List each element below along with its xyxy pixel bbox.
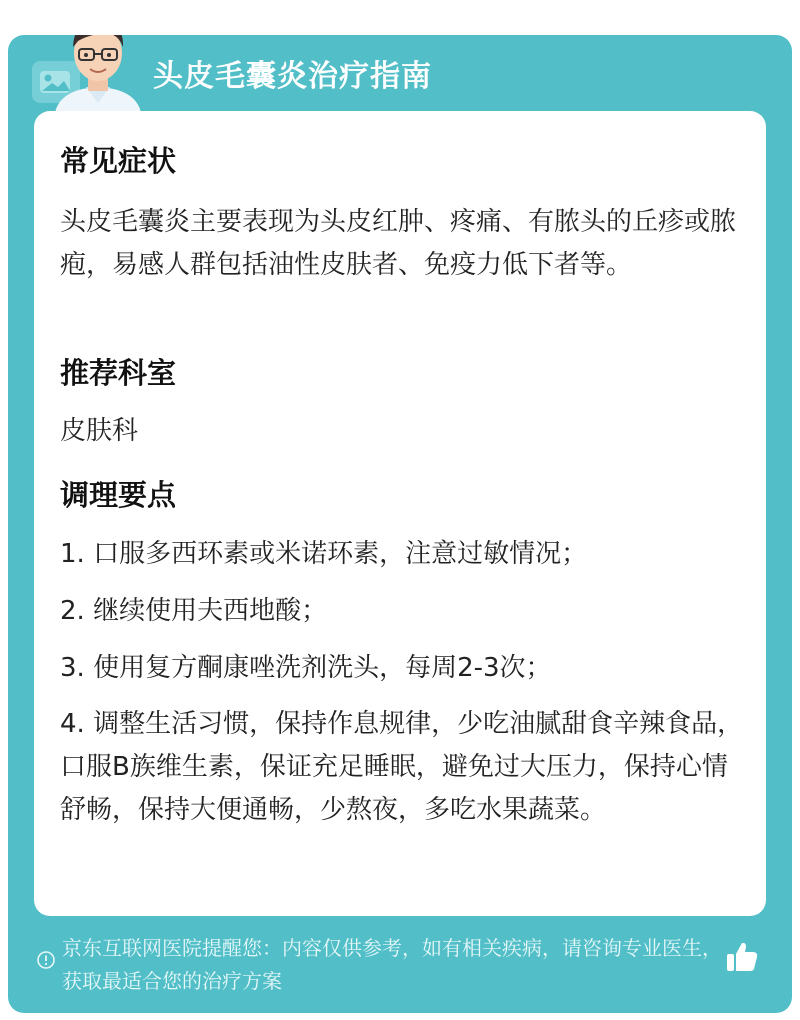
department-text: 皮肤科 [60,416,139,446]
section-title-symptoms: 常见症状 [60,144,177,178]
care-item: 3. 使用复方酮康唑洗剂洗头，每周2-3次； [60,653,552,683]
guide-frame [8,35,792,1013]
content-card [34,111,766,916]
symptoms-text: 头皮毛囊炎主要表现为头皮红肿、疼痛、有脓头的丘疹或脓疱，易感人群包括油性皮肤者、免疫力低下者等。 [60,207,737,280]
care-item: 4. 调整生活习惯，保持作息规律，少吃油腻甜食辛辣食品，口服B族维生素，保证充足睡眠，避免过大压力，保持心情舒畅，保持大便通畅，少熬夜，多吃水果蔬菜。 [60,709,744,825]
section-title-care: 调理要点 [60,478,177,512]
footer-notice: 京东互联网医院提醒您：内容仅供参考，如有相关疾病，请咨询专业医生，获取最适合您的治疗方案 [62,936,722,993]
care-item: 2. 继续使用夫西地酸； [60,596,328,626]
care-item: 1. 口服多西环素或米诺环素，注意过敏情况； [60,539,588,569]
page-title: 头皮毛囊炎治疗指南 [153,59,432,94]
info-icon [36,950,56,970]
section-title-department: 推荐科室 [60,356,177,390]
doctor-avatar-icon [38,35,158,119]
thumbs-up-icon[interactable] [724,939,760,975]
